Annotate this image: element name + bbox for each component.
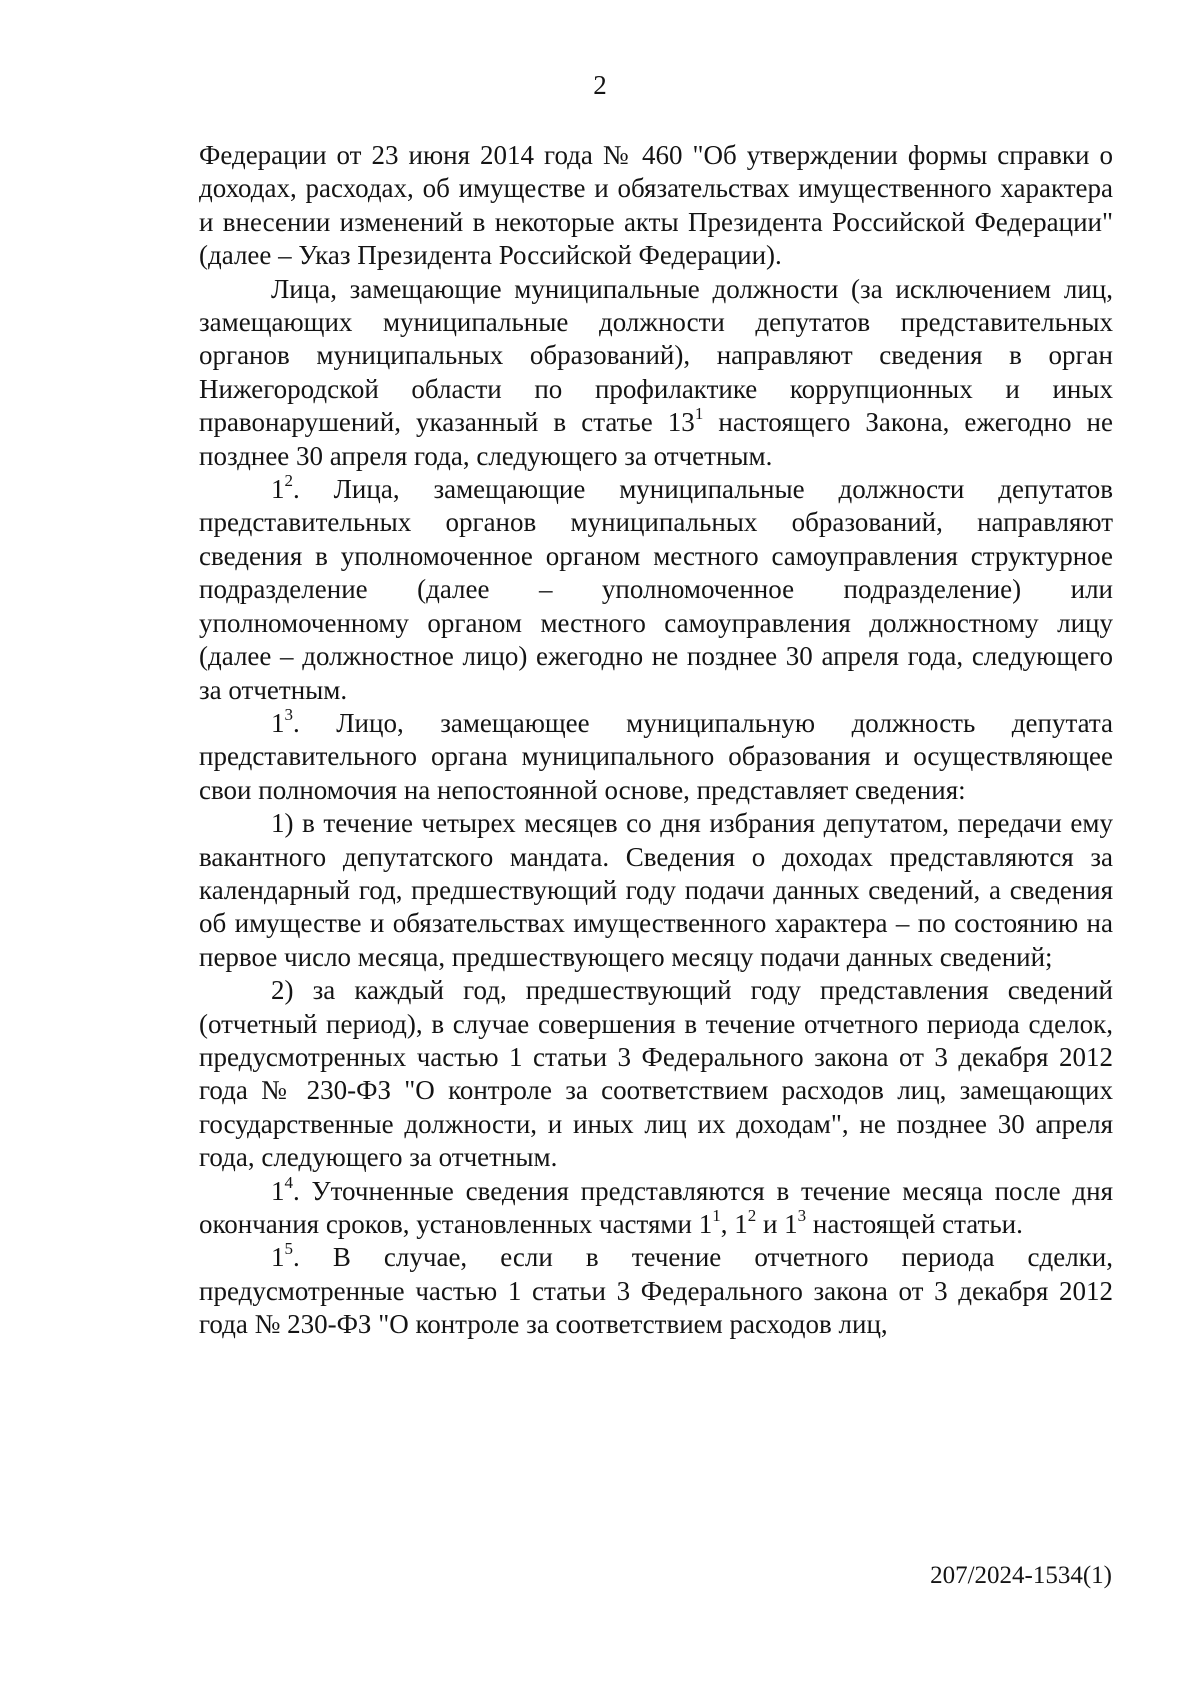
clause-ref-sup: 2: [747, 1206, 757, 1225]
clause-number-sup: 4: [284, 1172, 293, 1192]
paragraph-1-4: [199, 1172, 1113, 1242]
clause-ref: 1: [698, 1209, 713, 1239]
paragraph-text: Лица, замещающие муниципальные должности (за исключением лиц, замещающих муниципальные должности депутатов представительных органов муниципальных образований), направляют сведения в орган Нижегородской области по профилактике коррупционных и иных правонарушений, указанный в статье 13: [199, 273, 1113, 438]
clause-number-sup: 2: [284, 471, 293, 491]
clause-number-sup: 3: [284, 704, 293, 724]
page-number: 2: [593, 70, 607, 100]
paragraph-text: настоящей статьи.: [806, 1209, 1023, 1239]
clause-number: 1: [271, 1175, 285, 1206]
paragraph-1-3: [199, 704, 1113, 807]
clause-ref: 1: [734, 1209, 748, 1239]
paragraph-text: . Лица, замещающие муниципальные должности депутатов представительных органов муниципальных образований, направляют сведения в уполномоченное органом местного самоуправления структурное подразделение (далее – уполномоченное подразделение) или уполномоченному органом местного самоуправления должностному лицу (далее – должностное лицо) ежегодно не позднее 30 апреля года, следующего за отчетным.: [199, 474, 1113, 705]
paragraph-municipal-officials: [199, 273, 1113, 473]
clause-number: 1: [271, 474, 285, 505]
paragraph-text: настоящего Закона, ежегодно не позднее 30 апреля года, следующего за отчетным.: [199, 407, 1113, 471]
clause-ref: 1: [784, 1209, 798, 1239]
document-body: [199, 139, 1113, 1342]
separator: и: [756, 1209, 785, 1239]
clause-number: 1: [271, 1242, 285, 1273]
clause-number: 1: [271, 707, 285, 738]
paragraph-text: . Уточненные сведения представляются в течение месяца после дня окончания сроков, установленных частями: [199, 1175, 1113, 1239]
superscript: 1: [694, 404, 704, 424]
clause-ref-sup: 3: [797, 1206, 807, 1225]
clause-number-sup: 5: [284, 1239, 293, 1259]
document-code: 207/2024-1534(1): [930, 1562, 1112, 1589]
list-item-1: 1) в течение четырех месяцев со дня избрания депутатом, передачи ему вакантного депутатского мандата. Сведения о доходах представляются за календарный год, предшествующий году подачи данных сведений, а сведения об имуществе и обязательствах имущественного характера – по состоянию на первое число месяца, предшествующего месяцу подачи данных сведений;: [199, 808, 1113, 972]
paragraph-1-2: [199, 473, 1113, 707]
paragraph-text: . В случае, если в течение отчетного периода сделки, предусмотренные частью 1 статьи 3 Федерального закона от 3 декабря 2012 года № 230-ФЗ "О контроле за соответствием расходов лиц,: [199, 1242, 1113, 1340]
separator: ,: [720, 1209, 735, 1239]
paragraph-text: . Лицо, замещающее муниципальную должность депутата представительного органа муниципального образования и осуществляющее свои полномочия на непостоянной основе, представляет сведения:: [199, 707, 1113, 805]
paragraph-1-5: [199, 1241, 1113, 1341]
clause-ref-sup: 1: [712, 1206, 721, 1225]
paragraph-continuation: Федерации от 23 июня 2014 года № 460 "Об утверждении формы справки о доходах, расходах, об имуществе и обязательствах имущественного характера и внесении изменений в некоторые акты Президента Российской Федерации" (далее – Указ Президента Российской Федерации).: [199, 140, 1113, 271]
list-item-2: 2) за каждый год, предшествующий году представления сведений (отчетный период), в случае совершения в течение отчетного периода сделок, предусмотренных частью 1 статьи 3 Федерального закона от 3 декабря 2012 года № 230-ФЗ "О контроле за соответствием расходов лиц, замещающих государственные должности, и иных лиц их доходам", не позднее 30 апреля года, следующего за отчетным.: [199, 975, 1113, 1173]
